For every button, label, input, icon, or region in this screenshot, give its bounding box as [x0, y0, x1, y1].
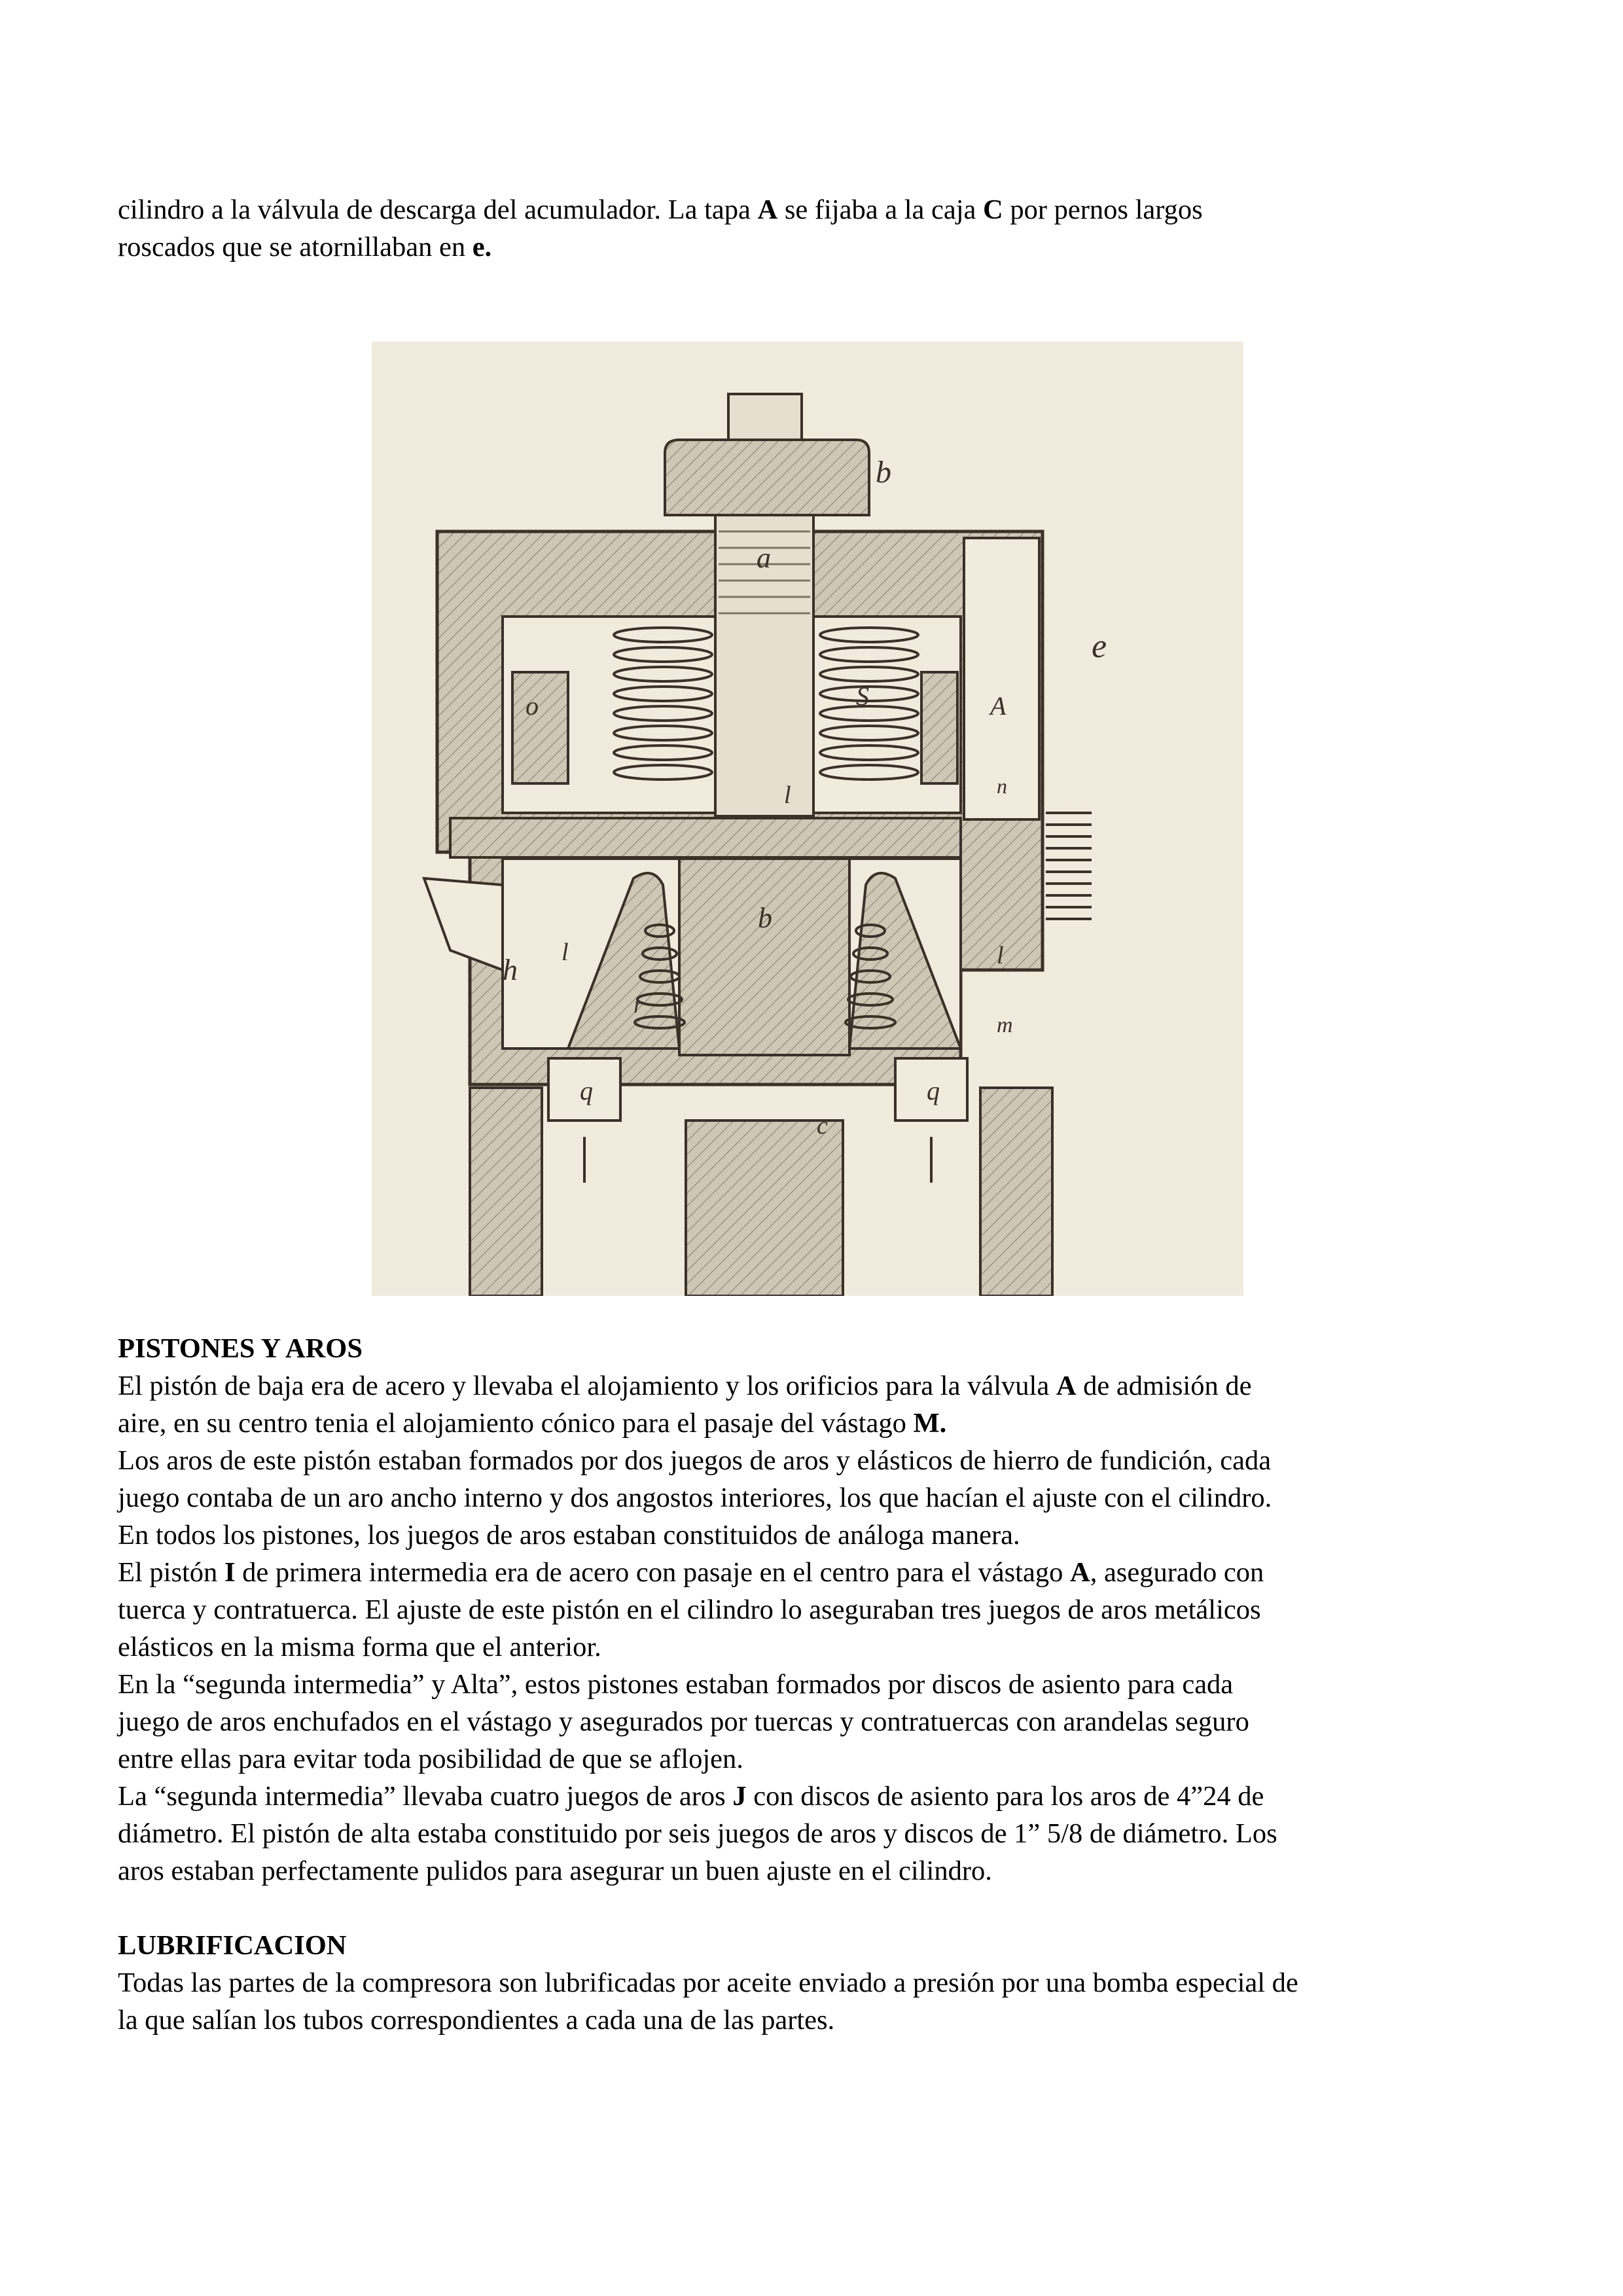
label-m: m [997, 1013, 1013, 1037]
text-line: En todos los pistones, los juegos de aros estaban constituidos de análoga manera. [118, 1520, 1020, 1551]
bold-ref: I [224, 1557, 236, 1588]
text-line: tuerca y contratuerca. El ajuste de este pistón en el cilindro lo aseguraban tres juegos de aros metálicos [118, 1594, 1261, 1625]
text-line: Los aros de este pistón estaban formados por dos juegos de aros y elásticos de hierro de fundición, cada [118, 1445, 1272, 1476]
nut-b [665, 440, 869, 515]
block-A [921, 672, 957, 783]
text: , asegurado con [1090, 1557, 1264, 1588]
text-line: En la “segunda intermedia” y Alta”, estos pistones estaban formados por discos de asiento para cada [118, 1669, 1234, 1700]
label-o: o [526, 691, 539, 721]
text-line: juego contaba de un aro ancho interno y dos angostos interiores, los que hacían el ajuste con el cilindro. [118, 1482, 1272, 1513]
bold-ref: A [757, 194, 778, 225]
text: roscados que se atornillaban en [118, 232, 473, 262]
label-n: n [997, 774, 1007, 798]
label-r: r [633, 992, 643, 1018]
text-line: entre ellas para evitar toda posibilidad de que se aflojen. [118, 1744, 743, 1774]
text-line: diámetro. El pistón de alta estaba constituido por seis juegos de aros y discos de 1” 5/8 de diámetro. Los [118, 1818, 1277, 1849]
text: con discos de asiento para los aros de 4”24 de [746, 1781, 1264, 1812]
text-line: juego de aros enchufados en el vástago y asegurados por tuercas y contratuercas con arandelas seguro [118, 1706, 1249, 1737]
text-line: elásticos en la misma forma que el anterior. [118, 1632, 601, 1662]
block-o [512, 672, 568, 783]
text-line [118, 1367, 1544, 1405]
label-e: e [1092, 628, 1107, 665]
bold-ref: A [1056, 1371, 1077, 1401]
text: aire, en su centro tenia el alojamiento cónico para el pasaje del vástago [118, 1408, 914, 1439]
text: El pistón [118, 1557, 224, 1588]
text-line: Todas las partes de la compresora son lubrificadas por aceite enviado a presión por una bomba especial de [118, 1967, 1298, 1998]
label-s: S [856, 681, 869, 711]
bold-ref: A [1069, 1557, 1090, 1588]
bold-ref: J [732, 1781, 747, 1812]
text: de primera intermedia era de acero con pasaje en el centro para el vástago [235, 1557, 1070, 1588]
valve-diagram [372, 342, 1243, 1296]
leg-right [980, 1088, 1052, 1296]
leg-left [470, 1088, 542, 1296]
intro-line-1 [118, 191, 1544, 228]
leg-center [686, 1121, 843, 1296]
label-l-top: l [784, 781, 791, 809]
text-line [118, 1554, 1544, 1591]
plate [450, 818, 961, 857]
label-a: a [757, 542, 771, 574]
piston-b [679, 859, 849, 1055]
text: por pernos largos [1003, 194, 1203, 225]
bold-ref: M. [913, 1408, 947, 1439]
intro-paragraph [118, 191, 1544, 266]
text-line [118, 1778, 1544, 1815]
heading-lubrificacion: LUBRIFICACION [118, 1930, 347, 1961]
text: cilindro a la válvula de descarga del acumulador. La tapa [118, 194, 758, 225]
text: de admisión de [1076, 1371, 1252, 1401]
label-q-right: q [927, 1076, 940, 1105]
valve-diagram-figure [372, 342, 1243, 1296]
body-text [118, 1330, 1544, 2039]
text-line: aros estaban perfectamente pulidos para asegurar un buen ajuste en el cilindro. [118, 1856, 992, 1886]
label-l-right: l [997, 942, 1004, 969]
label-h: h [503, 953, 518, 986]
bold-ref: e. [472, 232, 492, 262]
heading-pistones: PISTONES Y AROS [118, 1333, 363, 1364]
bold-ref: C [983, 194, 1003, 225]
intro-line-2 [118, 228, 1544, 266]
text: La “segunda intermedia” llevaba cuatro juegos de aros [118, 1781, 733, 1812]
label-q-left: q [580, 1076, 593, 1105]
text: se fijaba a la caja [777, 194, 984, 225]
label-c: c [817, 1112, 828, 1139]
label-l-left: l [562, 939, 569, 966]
text: El pistón de baja era de acero y llevaba el alojamiento y los orificios para la válvula [118, 1371, 1056, 1401]
text-line [118, 1405, 1544, 1442]
label-b-top: b [876, 455, 891, 490]
label-A: A [990, 691, 1007, 721]
label-b-mid: b [758, 902, 772, 934]
text-line: la que salían los tubos correspondientes a cada una de las partes. [118, 2005, 835, 2036]
spacer [118, 1890, 1544, 1927]
